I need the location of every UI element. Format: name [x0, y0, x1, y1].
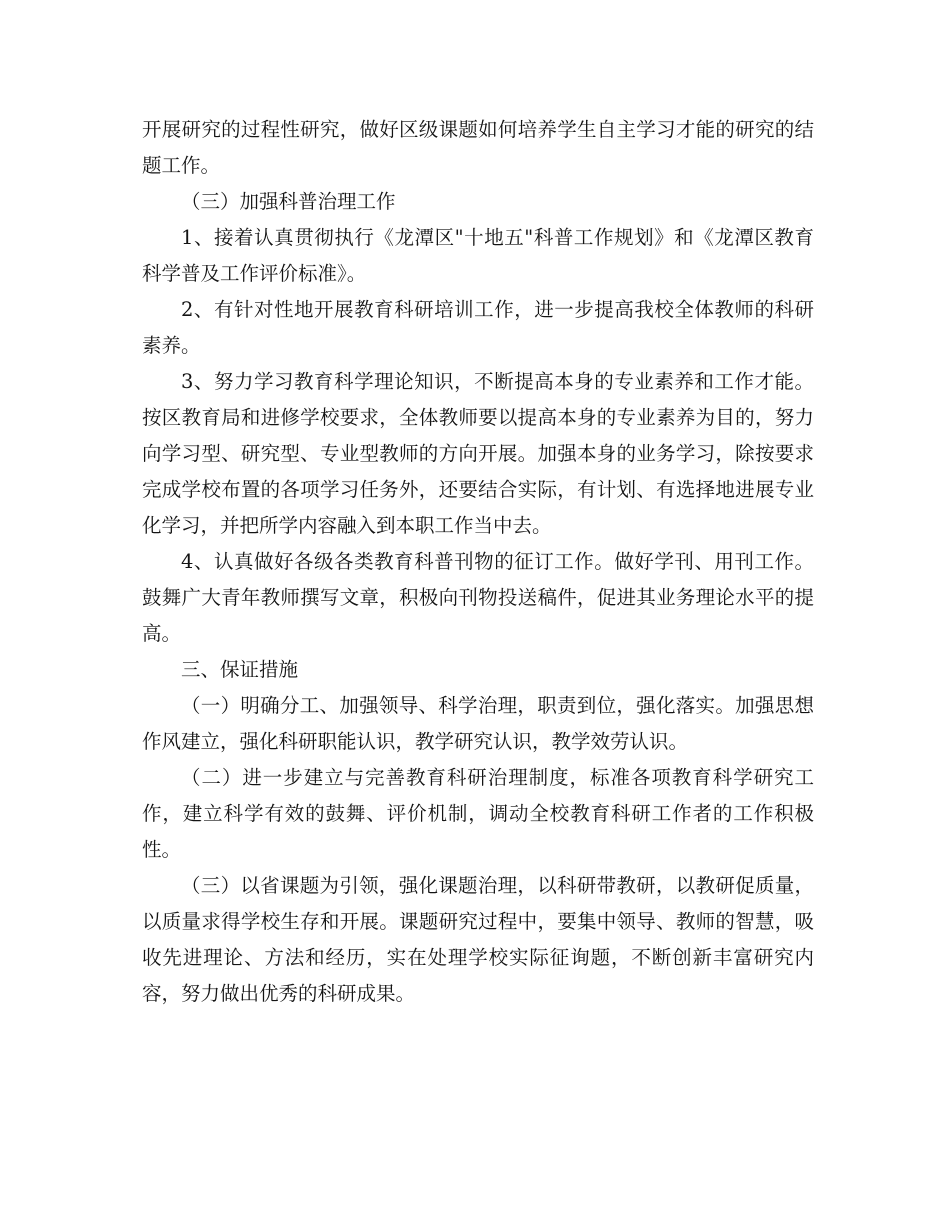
document-body — [142, 112, 814, 1012]
paragraph-item-1: 1、接着认真贯彻执行《龙潭区"十地五"科普工作规划》和《龙潭区教育科学普及工作评价标准》。 — [142, 226, 814, 285]
paragraph-item-3: 3、努力学习教育科学理论知识，不断提高本身的专业素养和工作才能。按区教育局和进修学校要求，全体教师要以提高本身的专业素养为目的，努力向学习型、研究型、专业型教师的方向开展。加强本身的业务学习，除按要求完成学校布置的各项学习任务外，还要结合实际，有计划、有选择地进展专业化学习，并把所学内容融入到本职工作当中去。 — [142, 370, 814, 537]
paragraph-measure-3: （三）以省课题为引领，强化课题治理，以科研带教研，以教研促质量，以质量求得学校生存和开展。课题研究过程中，要集中领导、教师的智慧，吸收先进理论、方法和经历，实在处理学校实际征询题，不断创新丰富研究内容，努力做出优秀的科研成果。 — [142, 874, 814, 1005]
section-heading-strengthen-science-popularization: （三）加强科普治理工作 — [181, 190, 396, 213]
paragraph-measure-1: （一）明确分工、加强领导、科学治理，职责到位，强化落实。加强思想作风建立，强化科研职能认识，教学研究认识，教学效劳认识。 — [142, 694, 814, 753]
paragraph-measure-2: （二）进一步建立与完善教育科研治理制度，标准各项教育科学研究工作，建立科学有效的鼓舞、评价机制，调动全校教育科研工作者的工作积极性。 — [142, 766, 814, 861]
section-heading-guarantee-measures: 三、保证措施 — [181, 658, 299, 681]
paragraph-continuation: 开展研究的过程性研究，做好区级课题如何培养学生自主学习才能的研究的结题工作。 — [142, 118, 814, 177]
paragraph-item-2: 2、有针对性地开展教育科研培训工作，进一步提高我校全体教师的科研素养。 — [142, 298, 814, 357]
paragraph-item-4: 4、认真做好各级各类教育科普刊物的征订工作。做好学刊、用刊工作。鼓舞广大青年教师撰写文章，积极向刊物投送稿件，促进其业务理论水平的提高。 — [142, 550, 814, 645]
